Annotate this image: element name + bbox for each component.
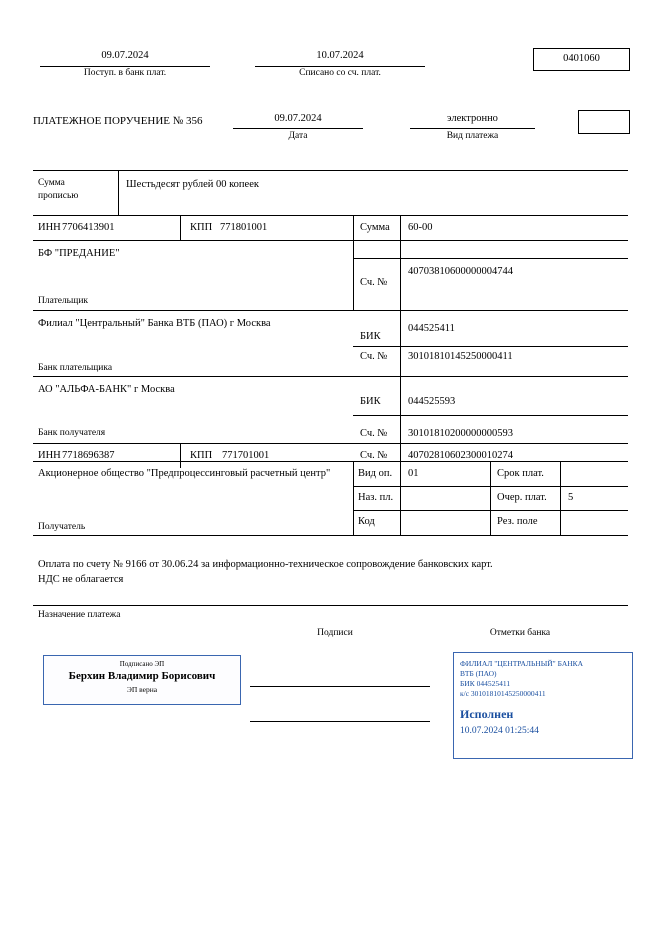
payee-bank-account-value: 30101810200000000593 <box>408 428 513 439</box>
payer-inn-row-bottom <box>33 240 353 241</box>
payee-account-label: Сч. № <box>360 450 388 461</box>
signature-signed-with-label: Подписано ЭП <box>119 660 165 668</box>
payer-inn-value: 7706413901 <box>62 222 115 233</box>
stamp-status: Исполнен <box>460 707 514 721</box>
document-date-caption: Дата <box>288 131 308 141</box>
payer-bank-caption: Банк плательщика <box>38 363 113 373</box>
payee-inn-value: 7718696387 <box>62 450 115 461</box>
amount-words-label-line2: прописью <box>38 191 79 201</box>
payer-bank-bik-label: БИК <box>360 331 381 342</box>
payee-bank-bik-bottom <box>353 415 628 416</box>
received-date-value: 09.07.2024 <box>101 50 149 61</box>
signature-verified-label: ЭП верна <box>126 685 158 694</box>
electronic-signature-box <box>43 655 241 705</box>
payee-kpp-value: 771701001 <box>222 450 270 461</box>
payer-inn-label: ИНН <box>38 222 61 233</box>
srok-plat-left-border <box>490 461 491 486</box>
payee-kpp-label: КПП <box>190 450 213 461</box>
bank-stamp <box>453 652 633 759</box>
stamp-corr-account: к/с 30101810145250000411 <box>460 689 546 698</box>
payee-bank-account-label: Сч. № <box>360 428 388 439</box>
purpose-block-bottom <box>33 605 628 606</box>
form-code-box: 0401060 <box>533 48 630 71</box>
ocher-plat-left-border <box>490 486 491 511</box>
payer-kpp-label: КПП <box>190 222 213 233</box>
payee-account-value: 40702810602300010274 <box>408 450 513 461</box>
payee-bank-caption: Банк получателя <box>38 428 106 438</box>
amount-block-top-border <box>33 170 628 171</box>
debited-date-caption: Списано со сч. плат. <box>299 68 381 78</box>
detail-grid-left-border <box>353 461 354 535</box>
payer-name: БФ "ПРЕДАНИЕ" <box>38 248 120 259</box>
payer-amount-label: Сумма <box>360 222 390 233</box>
amount-value-left-border <box>400 215 401 535</box>
vid-op-label: Вид оп. <box>358 468 393 479</box>
payee-inn-row-bottom <box>33 461 628 462</box>
naz-pl-label: Наз. пл. <box>358 492 394 503</box>
ocher-plat-label: Очер. плат. <box>497 492 547 503</box>
payer-bank-account-label: Сч. № <box>360 351 388 362</box>
stamp-datetime: 10.07.2024 01:25:44 <box>460 726 539 736</box>
stamp-bank-name-line2: ВТБ (ПАО) <box>460 669 497 678</box>
kod-label: Код <box>358 516 375 527</box>
payer-bank-name: Филиал "Центральный" Банка ВТБ (ПАО) г Москва <box>38 318 271 329</box>
payment-kind-caption: Вид платежа <box>446 131 499 141</box>
purpose-line1: Оплата по счету № 9166 от 30.06.24 за информационно-техническое сопровождение банковских карт. <box>38 559 493 570</box>
amount-col-left-border <box>353 215 354 310</box>
ocher-plat-value: 5 <box>568 492 574 503</box>
payee-bank-name: АО "АЛЬФА-БАНК" г Москва <box>38 384 175 395</box>
rez-pole-left-border <box>490 510 491 535</box>
signature-name: Берхин Владимир Борисович <box>68 670 216 682</box>
payee-inn-kpp-divider <box>180 443 181 468</box>
detail-grid-bottom <box>33 535 628 536</box>
amount-words-divider <box>118 170 119 215</box>
payee-caption: Получатель <box>38 522 86 532</box>
payment-kind-field: электронно <box>410 113 535 129</box>
stamp-bik: БИК 044525411 <box>460 679 511 688</box>
document-title: ПЛАТЕЖНОЕ ПОРУЧЕНИЕ № 356 <box>33 115 203 127</box>
purpose-line2: НДС не облагается <box>38 574 124 585</box>
payer-kpp-value: 771801001 <box>220 222 268 233</box>
signature-line-1 <box>250 685 430 687</box>
amount-words-value: Шестьдесят рублей 00 копеек <box>126 179 259 190</box>
payee-bank-bik-value: 044525593 <box>408 396 456 407</box>
signatures-caption: Подписи <box>317 628 353 638</box>
amount-block-bottom-border <box>33 215 628 216</box>
payer-bank-bik-value: 044525411 <box>408 323 455 334</box>
payer-bank-block-bottom <box>33 376 628 377</box>
payment-kind-code-box <box>578 110 630 134</box>
payer-account-row-top <box>353 258 628 259</box>
debited-date-value: 10.07.2024 <box>316 50 364 61</box>
payee-inn-label: ИНН <box>38 450 61 461</box>
payer-bank-account-value: 30101810145250000411 <box>408 351 513 362</box>
payee-name: Акционерное общество "Предпроцессинговый расчетный центр" <box>38 468 331 479</box>
payer-inn-kpp-divider <box>180 215 181 240</box>
vid-op-value: 01 <box>408 468 419 479</box>
amount-row-bottom <box>353 240 628 241</box>
purpose-caption: Назначение платежа <box>38 610 121 620</box>
bank-marks-caption: Отметки банка <box>489 628 551 638</box>
payer-account-label: Сч. № <box>360 277 388 288</box>
payer-amount-value: 60-00 <box>408 222 433 233</box>
stamp-bank-name-line1: ФИЛИАЛ "ЦЕНТРАЛЬНЫЙ" БАНКА <box>460 659 584 668</box>
received-date-caption: Поступ. в банк плат. <box>83 68 167 78</box>
rez-pole-label: Рез. поле <box>497 516 538 527</box>
srok-plat-label: Срок плат. <box>497 468 544 479</box>
amount-words-label-line1: Сумма <box>38 178 65 188</box>
payer-block-bottom <box>33 310 628 311</box>
document-date-field: 09.07.2024 <box>233 113 363 129</box>
payee-bank-bik-label: БИК <box>360 396 381 407</box>
signature-line-2 <box>250 720 430 722</box>
srok-plat-value-border <box>560 461 561 535</box>
payer-caption: Плательщик <box>38 296 89 306</box>
payer-bank-bik-bottom <box>353 346 628 347</box>
payee-bank-block-bottom <box>33 443 628 444</box>
payer-account-value: 40703810600000004744 <box>408 266 513 277</box>
